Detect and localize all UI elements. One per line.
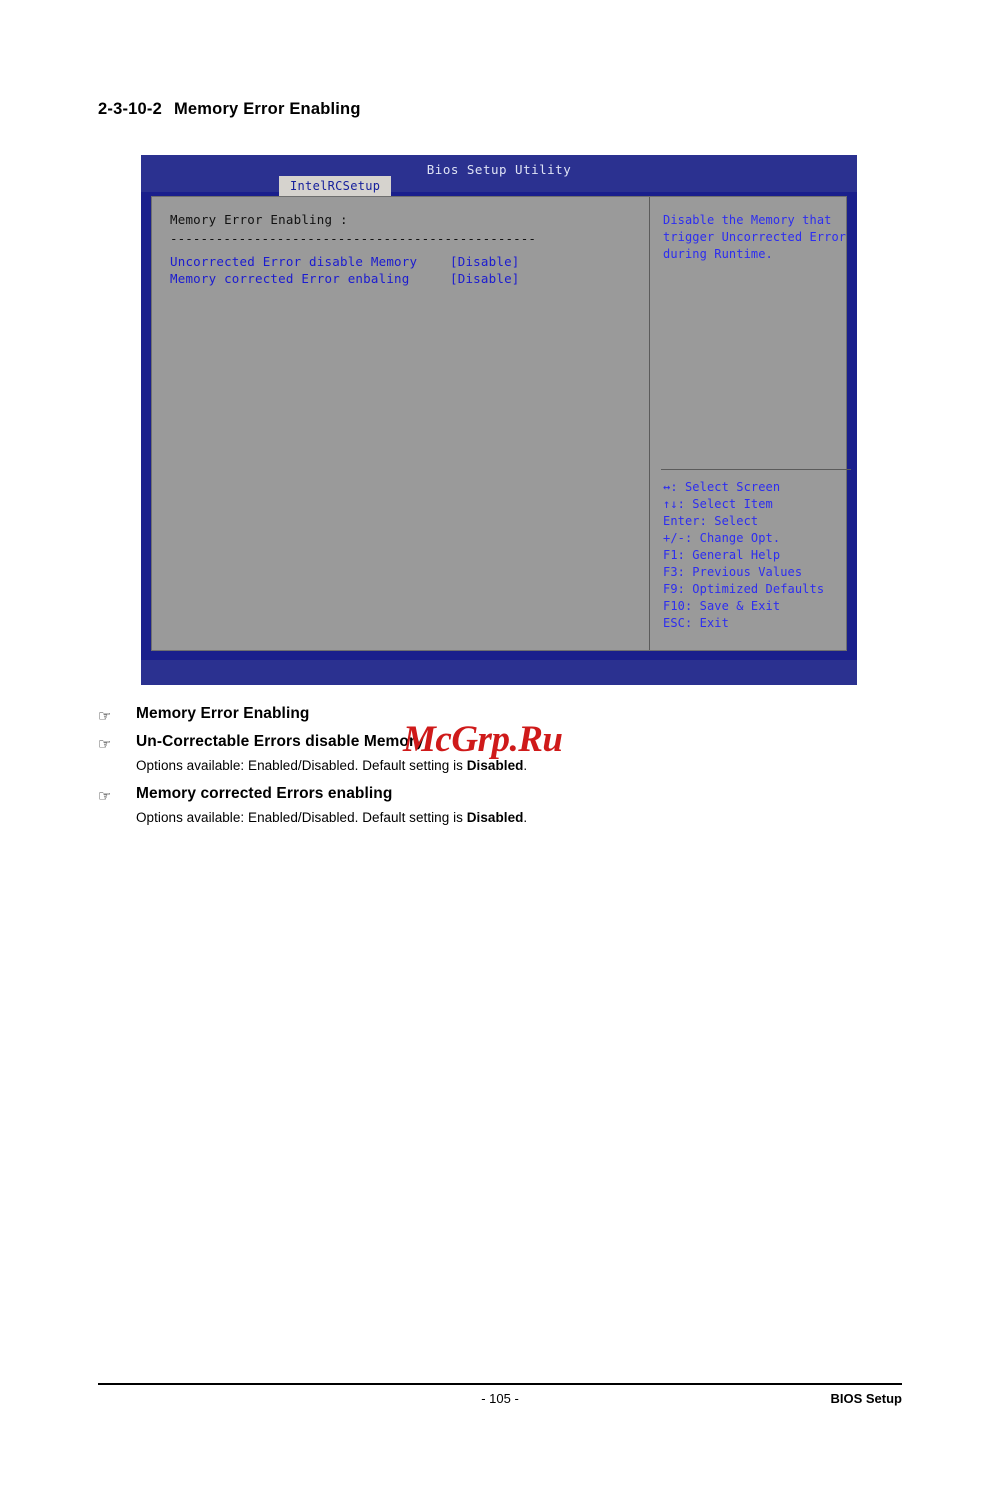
pointing-hand-icon: ☞ — [98, 735, 112, 753]
footer-page-number: - 105 - — [481, 1391, 519, 1406]
bios-screenshot-figure — [141, 155, 857, 685]
key-select-item: ↑↓: Select Item — [663, 497, 773, 511]
key-f1-general-help: F1: General Help — [663, 548, 781, 562]
key-f10-save-exit: F10: Save & Exit — [663, 599, 781, 613]
setting-value[interactable]: [Disable] — [450, 254, 520, 269]
option-description — [136, 758, 898, 773]
settings-separator: ------------------------------------------------ — [170, 231, 537, 246]
list-item — [98, 733, 898, 773]
option-title: Un-Correctable Errors disable Memory — [136, 733, 424, 750]
footer-chapter-label: BIOS Setup — [830, 1391, 902, 1406]
key-change-opt: +/-: Change Opt. — [663, 531, 781, 545]
section-title: Memory Error Enabling — [173, 100, 361, 118]
list-item — [98, 785, 898, 825]
key-f9-optimized-defaults: F9: Optimized Defaults — [663, 582, 825, 596]
option-descriptions — [98, 705, 898, 837]
bios-settings-pane — [152, 197, 650, 650]
setting-row-memory-corrected-error-enabling[interactable] — [170, 271, 630, 286]
key-legend — [663, 479, 853, 632]
key-enter-select: Enter: Select — [663, 514, 759, 528]
key-esc-exit: ESC: Exit — [663, 616, 729, 630]
footer-divider — [98, 1383, 902, 1385]
page-title — [98, 100, 361, 119]
option-title: Memory corrected Errors enabling — [136, 785, 393, 802]
pointing-hand-icon: ☞ — [98, 707, 112, 725]
option-default-value: Disabled — [466, 810, 524, 825]
settings-pane-title: Memory Error Enabling : — [170, 212, 348, 227]
watermark: McGrp.Ru — [403, 719, 563, 760]
setting-value[interactable]: [Disable] — [450, 271, 520, 286]
setting-row-uncorrected-error-disable-memory[interactable] — [170, 254, 630, 269]
bios-help-pane — [651, 197, 846, 650]
bios-footer-bar — [141, 660, 857, 685]
bios-titlebar — [141, 155, 857, 192]
option-title: Memory Error Enabling — [136, 705, 310, 722]
bios-body — [151, 196, 847, 651]
help-divider — [661, 469, 851, 470]
option-description-prefix: Options available: Enabled/Disabled. Default setting is — [136, 810, 467, 825]
list-item — [98, 705, 898, 731]
section-number: 2-3-10-2 — [98, 100, 162, 118]
pointing-hand-icon: ☞ — [98, 787, 112, 805]
option-description-suffix: . — [523, 810, 528, 825]
option-description-prefix: Options available: Enabled/Disabled. Default setting is — [136, 758, 467, 773]
bios-window-title: Bios Setup Utility — [426, 162, 572, 177]
option-description — [136, 810, 898, 825]
help-description: Disable the Memory that trigger Uncorrected Error during Runtime. — [663, 213, 847, 261]
tab-intelrcsetup[interactable]: IntelRCSetup — [279, 176, 391, 197]
option-description-suffix: . — [523, 758, 528, 773]
option-default-value: Disabled — [466, 758, 524, 773]
key-f3-previous-values: F3: Previous Values — [663, 565, 803, 579]
setting-label: Uncorrected Error disable Memory — [170, 254, 418, 269]
setting-label: Memory corrected Error enbaling — [170, 271, 410, 286]
key-select-screen: ↔: Select Screen — [663, 480, 781, 494]
